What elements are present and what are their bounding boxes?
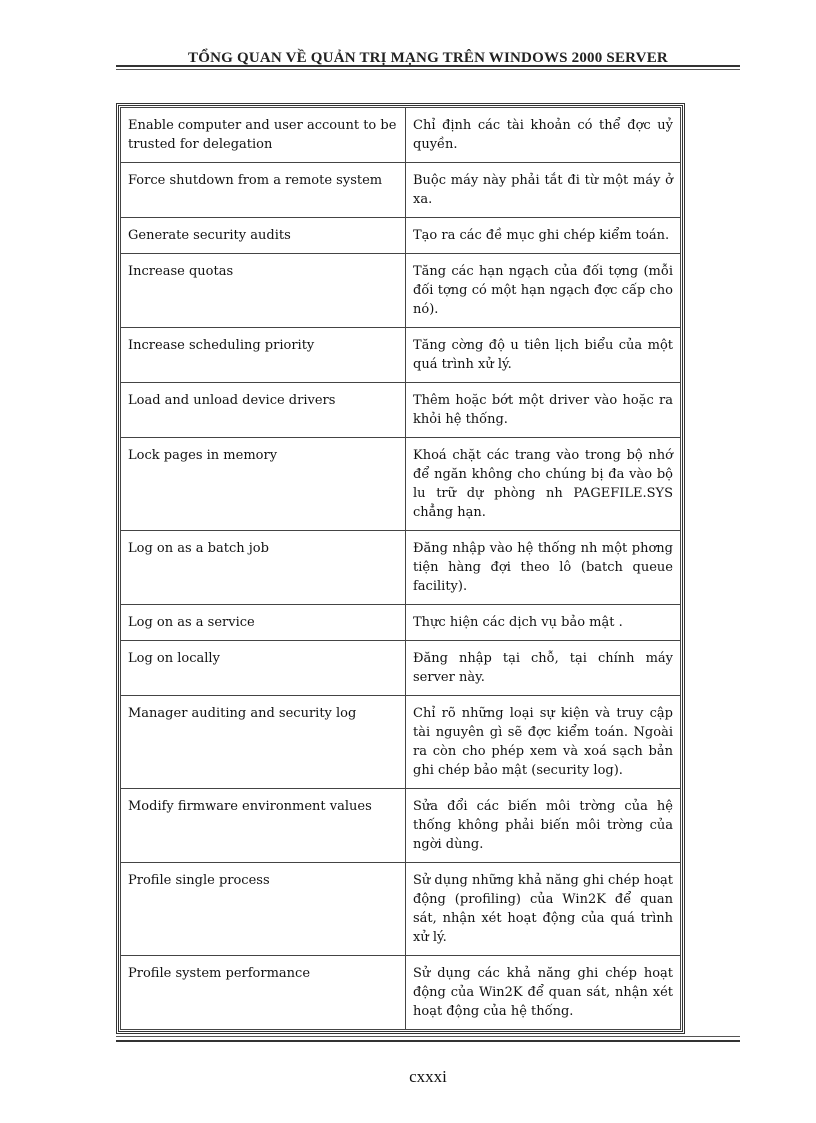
right-name-cell: Increase scheduling priority (121, 328, 406, 383)
right-description-cell: Đăng nhập tại chỗ, tại chính máy server này. (406, 641, 681, 696)
right-name-cell: Force shutdown from a remote system (121, 163, 406, 218)
table-row (121, 108, 681, 163)
footer-rule-thin (116, 1036, 740, 1037)
right-description-cell: Thêm hoặc bớt một driver vào hoặc ra khỏi hệ thống. (406, 383, 681, 438)
right-description-cell: Buộc máy này phải tắt đi từ một máy ở xa. (406, 163, 681, 218)
right-description-cell: Tăng các hạn ngạch của đối tợng (mỗi đối tợng có một hạn ngạch đợc cấp cho nó). (406, 254, 681, 328)
right-name-cell: Profile single process (121, 863, 406, 956)
page-header-title: TỔNG QUAN VỀ QUẢN TRỊ MẠNG TRÊN WINDOWS 2000 SERVER (188, 50, 668, 66)
header-rule-thick (116, 65, 740, 67)
right-description-cell: Chỉ rõ những loại sự kiện và truy cập tài nguyên gì sẽ đợc kiểm toán. Ngoài ra còn cho phép xem và xoá sạch bản ghi chép bảo mật (security log). (406, 696, 681, 789)
header-rule-thin (116, 69, 740, 70)
right-name-cell: Generate security audits (121, 218, 406, 254)
footer-rule-thick (116, 1040, 740, 1042)
right-description-cell: Khoá chặt các trang vào trong bộ nhớ để ngăn không cho chúng bị đa vào bộ lu trữ dự phòng nh PAGEFILE.SYS chẳng hạn. (406, 438, 681, 531)
right-name-cell: Log on as a batch job (121, 531, 406, 605)
table-row (121, 641, 681, 696)
right-name-cell: Increase quotas (121, 254, 406, 328)
table-row (121, 383, 681, 438)
right-name-cell: Modify firmware environment values (121, 789, 406, 863)
table-row (121, 789, 681, 863)
right-description-cell: Tạo ra các đề mục ghi chép kiểm toán. (406, 218, 681, 254)
right-description-cell: Sử dụng các khả năng ghi chép hoạt động của Win2K để quan sát, nhận xét hoạt động của hệ thống. (406, 956, 681, 1030)
table-row (121, 163, 681, 218)
right-name-cell: Log on as a service (121, 605, 406, 641)
right-description-cell: Chỉ định các tài khoản có thể đợc uỷ quyền. (406, 108, 681, 163)
right-description-cell: Tăng cờng độ u tiên lịch biểu của một quá trình xử lý. (406, 328, 681, 383)
table-row (121, 531, 681, 605)
table-row (121, 956, 681, 1030)
right-name-cell: Profile system performance (121, 956, 406, 1030)
table-row (121, 218, 681, 254)
right-description-cell: Thực hiện các dịch vụ bảo mật . (406, 605, 681, 641)
right-name-cell: Log on locally (121, 641, 406, 696)
right-name-cell: Load and unload device drivers (121, 383, 406, 438)
right-description-cell: Sử dụng những khả năng ghi chép hoạt động (profiling) của Win2K để quan sát, nhận xét hoạt động của quá trình xử lý. (406, 863, 681, 956)
table-row (121, 254, 681, 328)
right-description-cell: Sửa đổi các biến môi trờng của hệ thống không phải biến môi trờng của ngời dùng. (406, 789, 681, 863)
right-name-cell: Enable computer and user account to be trusted for delegation (121, 108, 406, 163)
right-name-cell: Lock pages in memory (121, 438, 406, 531)
user-rights-table (120, 107, 681, 1030)
right-name-cell: Manager auditing and security log (121, 696, 406, 789)
page-number: cxxxi (409, 1067, 447, 1086)
table-row (121, 438, 681, 531)
table-row (121, 863, 681, 956)
right-description-cell: Đăng nhập vào hệ thống nh một phơng tiện hàng đợi theo lô (batch queue facility). (406, 531, 681, 605)
table-row (121, 328, 681, 383)
table-row (121, 696, 681, 789)
table-row (121, 605, 681, 641)
user-rights-table-frame (116, 103, 685, 1034)
